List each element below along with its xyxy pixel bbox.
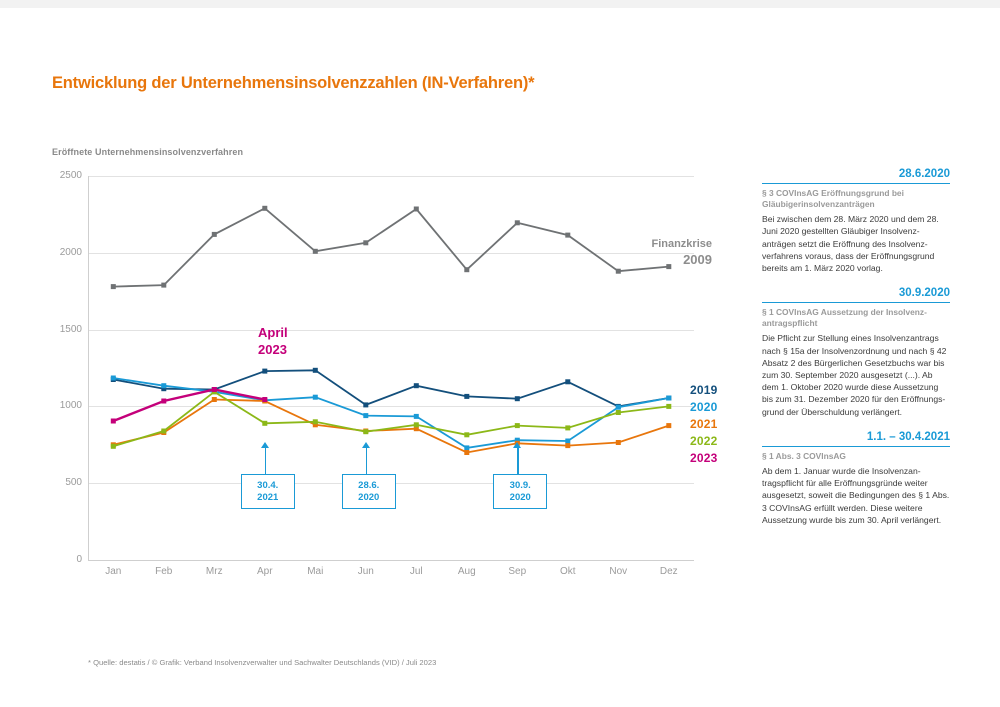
series-marker-2021 — [212, 397, 217, 402]
series-marker-2020 — [363, 413, 368, 418]
y-tick-label: 2000 — [59, 246, 82, 258]
note-block — [762, 287, 950, 418]
y-tick-label: 0 — [76, 554, 82, 565]
note-subtitle: § 3 COVInsAG Eröffnungsgrund bei Gläubigerinsolvenzanträgen — [762, 188, 904, 210]
y-axis-title: Eröffnete Unternehmensinsolvenzverfahren — [52, 147, 244, 157]
series-marker-2019 — [515, 396, 520, 401]
series-marker-2021 — [565, 443, 570, 448]
x-tick-label: Jun — [357, 566, 374, 577]
x-tick-label: Apr — [256, 566, 273, 577]
x-tick-label: Mrz — [205, 566, 223, 577]
series-marker-2022 — [515, 423, 520, 428]
note-block — [762, 168, 950, 274]
series-marker-2009 — [111, 284, 116, 289]
callout-box — [493, 474, 547, 509]
series-marker-2009 — [313, 249, 318, 254]
series-marker-2021 — [464, 450, 469, 455]
series-marker-2020 — [161, 383, 166, 388]
series-marker-2023 — [111, 419, 116, 424]
y-tick-label: 1000 — [59, 400, 82, 412]
series-line-2022 — [113, 392, 669, 447]
series-label-2022: 2022 — [690, 434, 718, 448]
series-marker-2019 — [414, 383, 419, 388]
y-tick-label: 2500 — [59, 170, 82, 181]
chart-container — [52, 168, 712, 577]
callout-arrow-line — [517, 448, 518, 474]
series-marker-2021 — [616, 440, 621, 445]
series-marker-2020 — [111, 376, 116, 381]
note-block — [762, 431, 950, 526]
series-line-2019 — [113, 370, 669, 406]
callout-line1: 30.9. — [509, 479, 531, 491]
series-label-2020: 2020 — [690, 400, 718, 414]
note-subtitle: § 1 COVInsAG Aussetzung der Insolvenzantragspflicht — [762, 307, 927, 329]
x-tick-label: Feb — [155, 566, 173, 577]
note-date: 30.9.2020 — [762, 287, 950, 303]
callout-arrow-line — [366, 448, 367, 474]
note-subtitle: § 1 Abs. 3 COVInsAG — [762, 450, 846, 461]
series-marker-2022 — [262, 421, 267, 426]
callout-line1: 30.4. — [257, 479, 279, 491]
series-marker-2019 — [313, 368, 318, 373]
x-tick-label: Aug — [457, 566, 476, 577]
series-line-2009 — [113, 208, 669, 286]
note-date: 28.6.2020 — [762, 168, 950, 184]
series-marker-2009 — [464, 267, 469, 272]
note-text: Die Pflicht zur Stellung eines Insolvenzantrags nach § 15a der Insolvenzordnung und nach § 42 Absatz 2 des Bürgerlichen Gesetzbuchs war bis zum 30. September 2020 ausgesetzt (...). Ab dem 1. Oktober 2020 wurde diese Aussetzung bis zum 31. Dezember 2020 für den Eröffnungsgrund der Überschuldung verlängert. — [762, 333, 947, 417]
callout-box — [342, 474, 396, 509]
series-marker-2009 — [565, 233, 570, 238]
series-marker-2020 — [464, 445, 469, 450]
top-band — [0, 0, 1000, 8]
series-marker-2009 — [414, 207, 419, 212]
series-marker-2019 — [565, 379, 570, 384]
callout-arrow-head — [513, 442, 521, 448]
series-marker-2022 — [363, 429, 368, 434]
series-marker-2022 — [161, 429, 166, 434]
series-marker-2022 — [313, 419, 318, 424]
callout-line2: 2020 — [358, 491, 380, 503]
annotation-april-2023: April 2023 — [258, 325, 288, 357]
series-marker-2009 — [262, 206, 267, 211]
callout-box — [241, 474, 295, 509]
series-marker-2023 — [161, 399, 166, 404]
series-marker-2023 — [212, 387, 217, 392]
series-line-2021 — [113, 400, 669, 453]
source-note: * Quelle: destatis / © Grafik: Verband Insolvenzverwalter und Sachwalter Deutschlands (VID) / Juli 2023 — [88, 658, 437, 667]
series-marker-2022 — [111, 444, 116, 449]
series-marker-2009 — [363, 240, 368, 245]
callout-arrow-line — [265, 448, 266, 474]
note-date: 1.1. – 30.4.2021 — [762, 431, 950, 447]
series-marker-2022 — [616, 410, 621, 415]
series-label-2021: 2021 — [690, 417, 718, 431]
series-marker-2020 — [666, 396, 671, 401]
x-tick-label: Sep — [508, 566, 527, 577]
series-marker-2009 — [212, 232, 217, 237]
series-marker-2022 — [414, 422, 419, 427]
series-marker-2022 — [565, 425, 570, 430]
x-tick-label: Jul — [409, 566, 423, 577]
series-label-2023: 2023 — [690, 451, 718, 465]
series-marker-2019 — [363, 402, 368, 407]
series-marker-2009 — [616, 269, 621, 274]
series-marker-2009 — [161, 283, 166, 288]
x-tick-label: Nov — [609, 566, 628, 577]
callout-line2: 2020 — [509, 491, 531, 503]
note-text: Ab dem 1. Januar wurde die Insolvenzantragspflicht für alle Eröffnungsgründe weiter ausgesetzt, soweit die Bedingungen des § 1 Abs. 3 COVInsAG erfüllt werden. Diese weitere Aussetzung wurde bis zum 30. April verlängert. — [762, 465, 950, 525]
series-marker-2023 — [262, 397, 267, 402]
x-tick-label: Dez — [659, 566, 678, 577]
legal-notes-panel — [762, 168, 950, 539]
series-marker-2020 — [414, 414, 419, 419]
series-marker-2020 — [313, 395, 318, 400]
series-marker-2019 — [262, 369, 267, 374]
y-tick-label: 1500 — [59, 323, 82, 335]
x-tick-label: Okt — [559, 566, 576, 577]
callout-arrow-head — [261, 442, 269, 448]
callout-line2: 2021 — [257, 491, 279, 503]
series-marker-2019 — [464, 394, 469, 399]
series-marker-2020 — [616, 405, 621, 410]
callout-arrow-head — [362, 442, 370, 448]
series-label-2019: 2019 — [690, 383, 718, 397]
series-marker-2022 — [464, 432, 469, 437]
series-marker-2020 — [565, 439, 570, 444]
note-text: Bei zwischen dem 28. März 2020 und dem 28. Juni 2020 gestellten Gläubiger Insolvenzanträgen setzt die Eröffnung des Insolvenzverfahrens voraus, dass der Eröffnungsgrund bereits am 1. März 2020 vorlag. — [762, 214, 939, 273]
series-marker-2021 — [666, 423, 671, 428]
annotation-finanzkrise: Finanzkrise 2009 — [651, 238, 712, 267]
y-tick-label: 500 — [65, 477, 82, 489]
callout-line1: 28.6. — [358, 479, 380, 491]
page-title: Entwicklung der Unternehmensinsolvenzzahlen (IN-Verfahren)* — [52, 74, 535, 92]
x-tick-label: Jan — [105, 566, 122, 577]
x-axis-line — [88, 560, 694, 561]
x-tick-label: Mai — [307, 566, 324, 577]
series-marker-2009 — [515, 220, 520, 225]
series-marker-2022 — [666, 404, 671, 409]
